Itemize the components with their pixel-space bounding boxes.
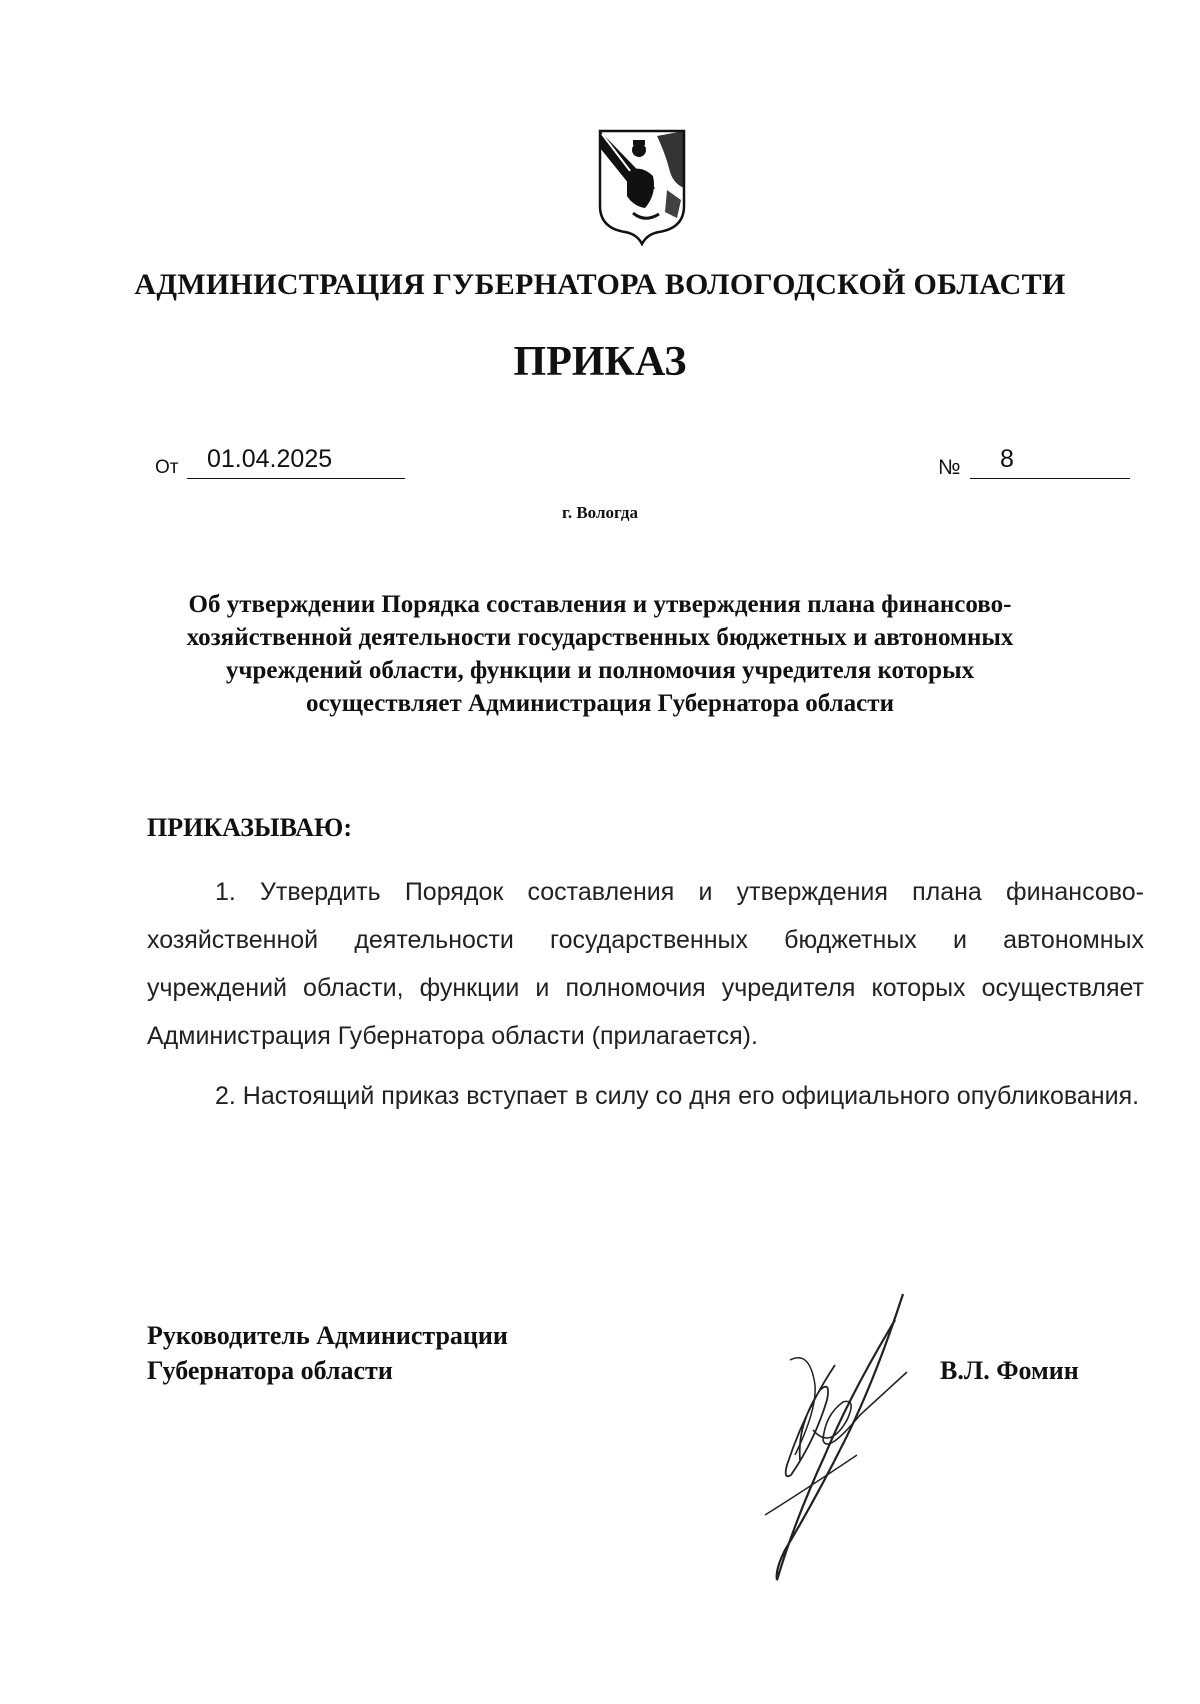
document-number: 8 xyxy=(970,445,1130,479)
signer-name: В.Л. Фомин xyxy=(940,1356,1079,1385)
number-label: № xyxy=(938,456,961,479)
paragraph-2: 2. Настоящий приказ вступает в силу со дня его официального опубликования. xyxy=(215,1082,1140,1110)
document-subject: Об утверждении Порядка составления и утверждения плана финансово-хозяйственной деятельности государственных бюджетных и автономных учреждений области, функции и полномочия учредителя которых осуществляет Администрация Губернатора области xyxy=(186,591,1014,717)
date-number-row xyxy=(155,445,1130,481)
city: г. Вологда xyxy=(562,503,638,522)
coat-of-arms-icon xyxy=(597,128,687,246)
signer-position-line2: Губернатора области xyxy=(147,1356,393,1385)
paragraph-1: 1. Утвердить Порядок составления и утверждения плана финансово-хозяйственной деятельности государственных бюджетных и автономных учреждений области, функции и полномочия учредителя которых осуществляет Администрация Губернатора области (прилагается). xyxy=(147,878,1144,1050)
document-type: ПРИКАЗ xyxy=(513,339,687,385)
document-date: 01.04.2025 xyxy=(187,445,405,479)
signer-position xyxy=(147,1318,508,1388)
organization-name: АДМИНИСТРАЦИЯ ГУБЕРНАТОРА ВОЛОГОДСКОЙ ОБЛАСТИ xyxy=(134,268,1066,301)
signer-position-line1: Руководитель Администрации xyxy=(147,1321,508,1350)
order-word: ПРИКАЗЫВАЮ: xyxy=(147,813,352,842)
date-label: От xyxy=(155,457,179,478)
handwritten-signature-icon xyxy=(735,1290,915,1590)
